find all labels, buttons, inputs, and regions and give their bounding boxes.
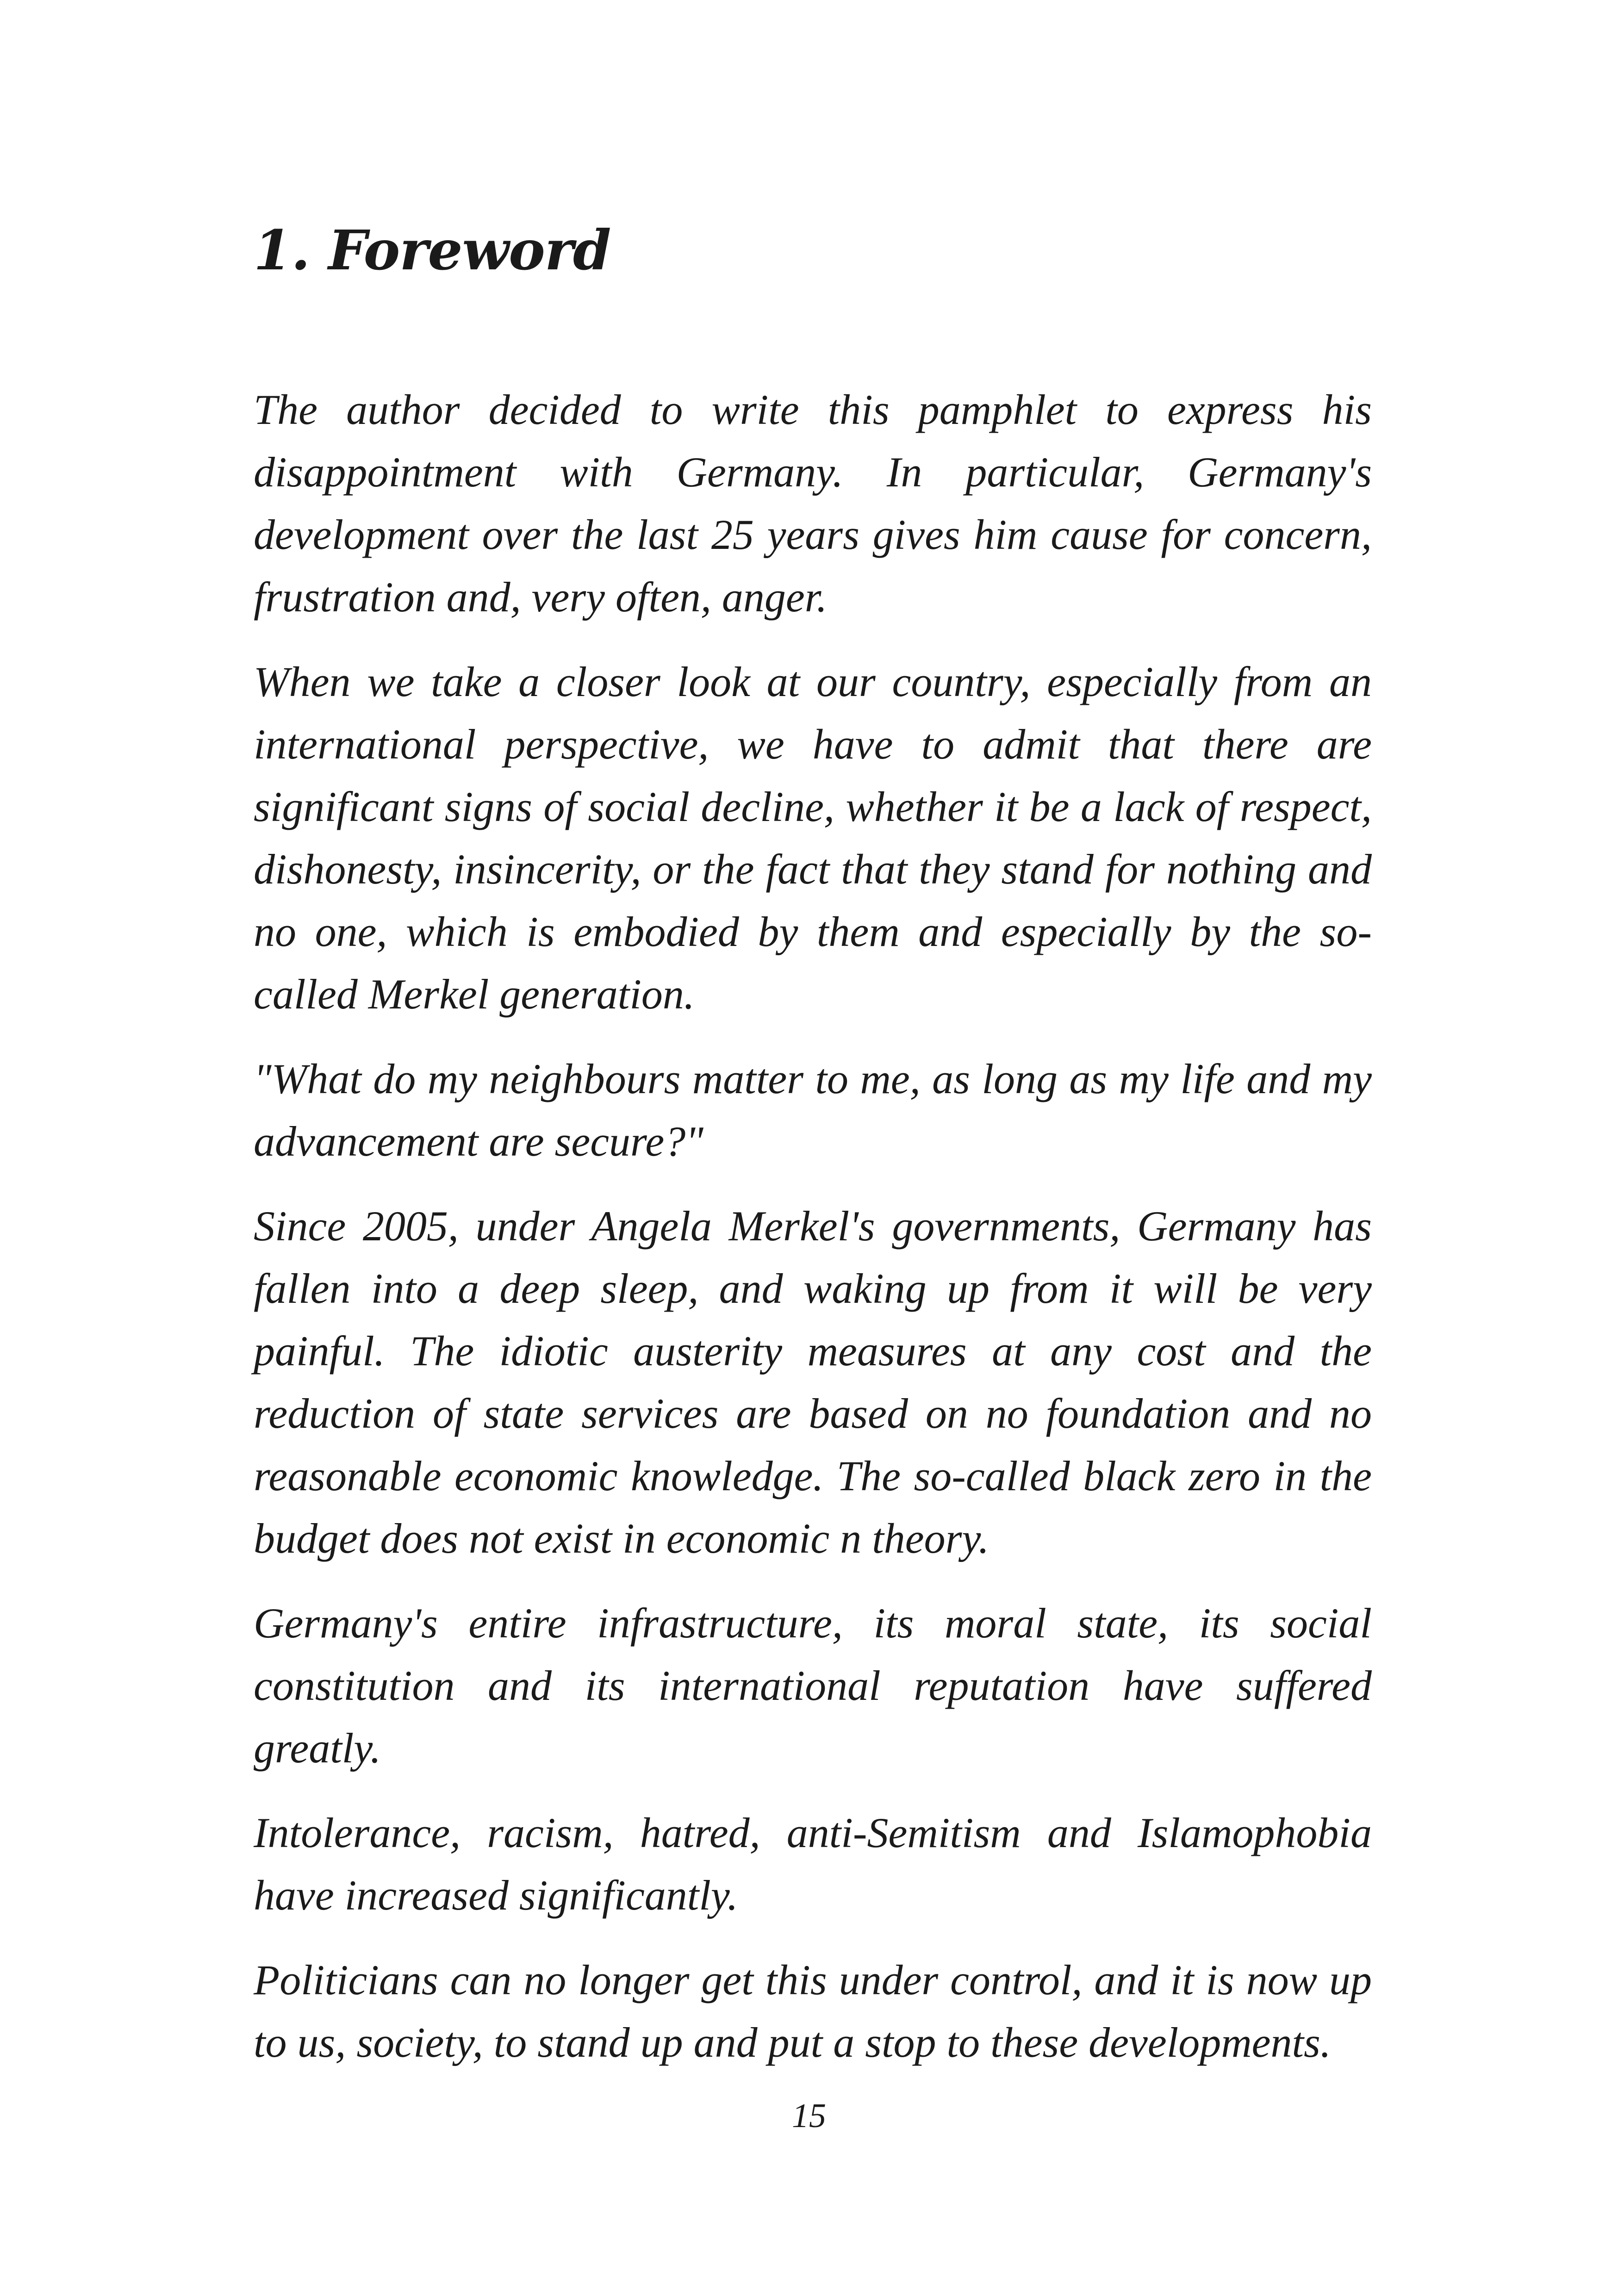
paragraph: Politicians can no longer get this under control, and it is now up to us, society, to stand up and put a stop to these developments.	[254, 1956, 1372, 2066]
page-number: 15	[792, 2097, 826, 2135]
body-text	[254, 379, 1372, 2074]
quote-paragraph: "What do my neighbours matter to me, as long as my life and my advancement are secure?"	[254, 1055, 1372, 1165]
paragraph: The author decided to write this pamphlet to express his disappointment with Germany. In particular, Germany's development over the last 25 years gives him cause for concern, frustration and, very often, anger.	[254, 386, 1372, 621]
paragraph: Intolerance, racism, hatred, anti-Semitism and Islamophobia have increased significantly.	[254, 1809, 1372, 1919]
paragraph: When we take a closer look at our country, especially from an international perspective, we have to admit that there are significant signs of social decline, whether it be a lack of respect, dishonesty, insincerity, or the fact that they stand for nothing and no one, which is embodied by them and especially by the so-called Merkel generation.	[254, 658, 1372, 1018]
paragraph: Germany's entire infrastructure, its moral state, its social constitution and its international reputation have suffered greatly.	[254, 1599, 1372, 1772]
chapter-heading: 1. Foreword	[254, 218, 611, 282]
paragraph: Since 2005, under Angela Merkel's governments, Germany has fallen into a deep sleep, and waking up from it will be very painful. The idiotic austerity measures at any cost and the reduction of state services are based on no foundation and no reasonable economic knowledge. The so-called black zero in the budget does not exist in economic n theory.	[254, 1202, 1372, 1562]
